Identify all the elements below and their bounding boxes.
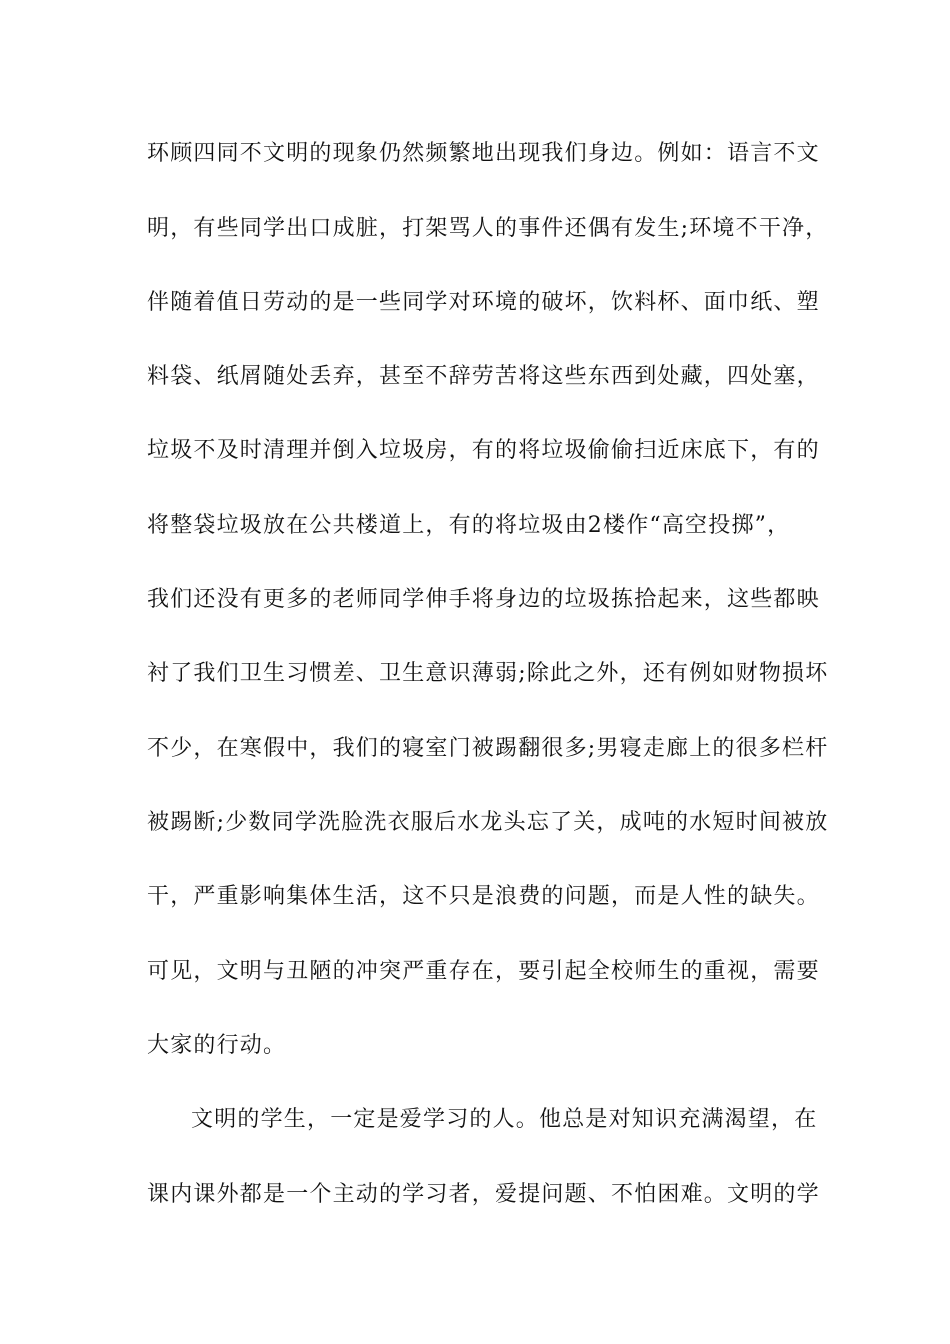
paragraph-line: 干，严重影响集体生活，这不只是浪费的问题，而是人性的缺失。 xyxy=(147,884,820,909)
paragraph-line: 料袋、纸屑随处丢弃，甚至不辞劳苦将这些东西到处藏，四处塞， xyxy=(147,364,820,389)
paragraph-line: 文明的学生，一定是爱学习的人。他总是对知识充满渴望，在 xyxy=(191,1107,818,1132)
paragraph-line: 可见，文明与丑陋的冲突严重存在，要引起全校师生的重视，需要 xyxy=(147,959,820,984)
paragraph-line: 环顾四同不文明的现象仍然频繁地出现我们身边。例如：语言不文 xyxy=(147,141,820,166)
paragraph-line: 不少，在寒假中，我们的寝室门被踢翻很多;男寝走廊上的很多栏杆 xyxy=(147,736,829,761)
paragraph-line: 衬了我们卫生习惯差、卫生意识薄弱;除此之外，还有例如财物损坏 xyxy=(147,661,829,686)
paragraph-line: 大家的行动。 xyxy=(147,1033,287,1058)
paragraph-line: 我们还没有更多的老师同学伸手将身边的垃圾拣拾起来，这些都映 xyxy=(147,587,820,612)
paragraph-line: 课内课外都是一个主动的学习者，爱提问题、不怕困难。文明的学 xyxy=(147,1182,820,1207)
paragraph-line: 伴随着值日劳动的是一些同学对环境的破坏，饮料杯、面巾纸、塑 xyxy=(147,290,820,315)
paragraph-line: 将整袋垃圾放在公共楼道上，有的将垃圾由2楼作“高空投掷”， xyxy=(147,513,791,538)
paragraph-line: 被踢断;少数同学洗脸洗衣服后水龙头忘了关，成吨的水短时间被放 xyxy=(147,810,829,835)
paragraph-line: 明，有些同学出口成脏，打架骂人的事件还偶有发生;环境不干净， xyxy=(147,216,829,241)
paragraph-line: 垃圾不及时清理并倒入垃圾房，有的将垃圾偷偷扫近床底下，有的 xyxy=(147,438,820,463)
